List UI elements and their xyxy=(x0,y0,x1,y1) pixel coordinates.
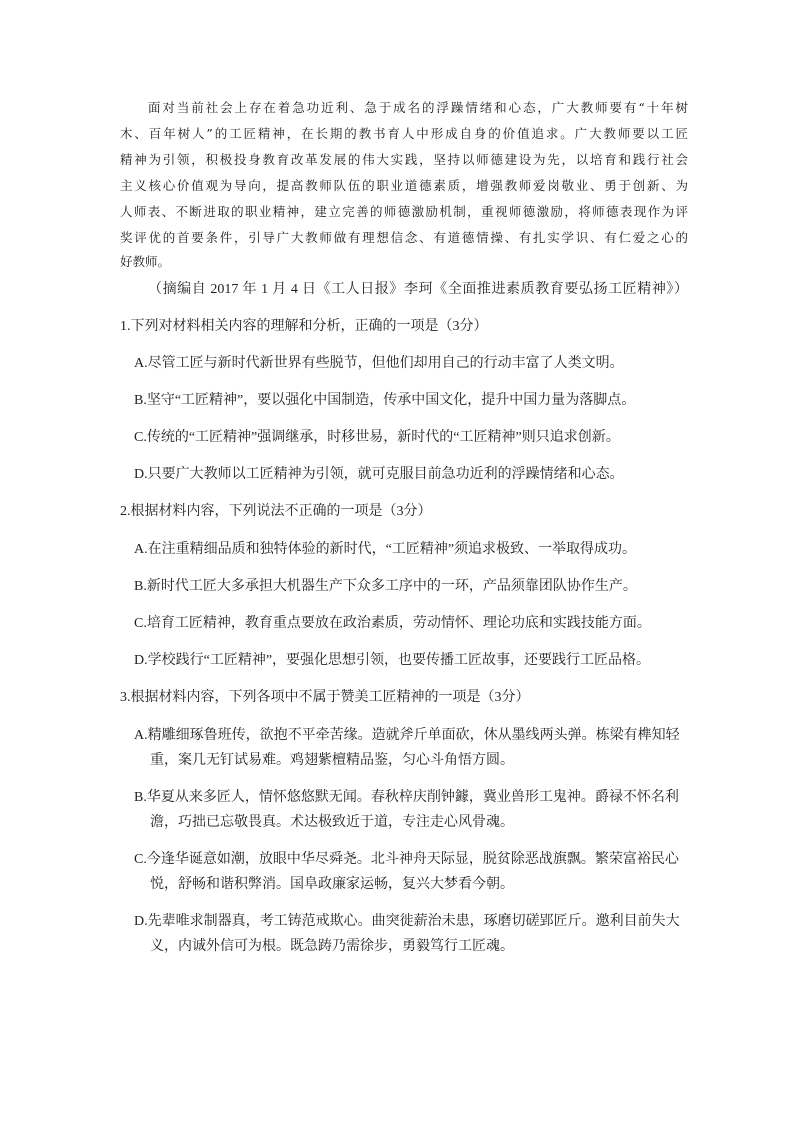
option-d-line-1: D.先辈唯求制器真，考工铸范戒欺心。曲突徙薪治未患，琢磨切磋郢匠斤。邀利目前失大 xyxy=(134,914,680,929)
option-c: C.传统的“工匠精神”强调继承，时移世易，新时代的“工匠精神”则只追求创新。 xyxy=(134,430,620,445)
option-b-line-2: 澹，巧拙已忘敬畏真。术达极致近于道，专注走心风骨魂。 xyxy=(150,815,514,830)
passage-line: 精神为引领，积极投身教育改革发展的伟大实践，坚持以师德建设为先，以培育和践行社会 xyxy=(120,152,688,167)
option-a-line-1: A.精雕细琢鲁班传，欲抱不平牵苦缘。造就斧斤单面砍，休从墨线两头弹。栋梁有榫知轻 xyxy=(134,728,680,743)
option-a: A.在注重精细品质和独特体验的新时代，“工匠精神”须追求极致、一举取得成功。 xyxy=(134,542,637,557)
option-a-line-2: 重，案几无钉试易难。鸡翅紫檀精品鉴，匀心斗角悟方圆。 xyxy=(150,753,514,768)
option-d: D.只要广大教师以工匠精神为引领，就可克服目前急功近利的浮躁情绪和心态。 xyxy=(134,467,624,482)
passage-line: 人师表、不断进取的职业精神，建立完善的师德激励机制，重视师德激励，将师德表现作为评 xyxy=(120,204,688,219)
option-c-line-1: C.今逢华诞意如潮，放眼中华尽舜尧。北斗神舟天际显，脱贫除恶战旗飘。繁荣富裕民心 xyxy=(134,852,679,867)
option-b: B.坚守“工匠精神”，要以强化中国制造，传承中国文化，提升中国力量为落脚点。 xyxy=(134,393,636,408)
question-stem: 2.根据材料内容，下列说法不正确的一项是（3分） xyxy=(120,504,432,519)
option-d: D.学校践行“工匠精神”，要强化思想引领，也要传播工匠故事，还要践行工匠品格。 xyxy=(134,653,651,668)
option-c: C.培育工匠精神，教育重点要放在政治素质，劳动情怀、理论功底和实践技能方面。 xyxy=(134,616,651,631)
question-stem: 3.根据材料内容，下列各项中不属于赞美工匠精神的一项是（3分） xyxy=(120,690,530,705)
passage-line: 木、百年树人”的工匠精神，在长期的教书育人中形成自身的价值追求。广大教师要以工匠 xyxy=(120,126,688,141)
option-b-line-1: B.华夏从来多匠人，情怀悠悠默无闻。春秋梓庆削钟鐻，冀业兽形工鬼神。爵禄不怀名利 xyxy=(134,790,679,805)
passage-line: 面对当前社会上存在着急功近利、急于成名的浮躁情绪和心态，广大教师要有“十年树 xyxy=(148,100,688,115)
source-citation: （摘编自 2017 年 1 月 4 日《工人日报》李珂《全面推进素质教育要弘扬工匠精神》） xyxy=(148,282,688,297)
question-stem: 1.下列对材料相关内容的理解和分析，正确的一项是（3分） xyxy=(120,319,488,334)
passage-line: 奖评优的首要条件，引导广大教师做有理想信念、有道德情操、有扎实学识、有仁爱之心的 xyxy=(120,230,688,245)
option-a: A.尽管工匠与新时代新世界有些脱节，但他们却用自己的行动丰富了人类文明。 xyxy=(134,356,624,371)
option-c-line-2: 悦，舒畅和谐积弊消。国阜政廉家运畅，复兴大梦看今朝。 xyxy=(150,877,514,892)
passage-line: 好教师。 xyxy=(120,254,171,269)
option-b: B.新时代工匠大多承担大机器生产下众多工序中的一环，产品须靠团队协作生产。 xyxy=(134,579,637,594)
passage-line: 主义核心价值观为导向，提高教师队伍的职业道德素质，增强教师爱岗敬业、勇于创新、为 xyxy=(120,178,688,193)
option-d-line-2: 义，内诚外信可为根。既急踌乃需徐步，勇毅笃行工匠魂。 xyxy=(150,939,514,954)
